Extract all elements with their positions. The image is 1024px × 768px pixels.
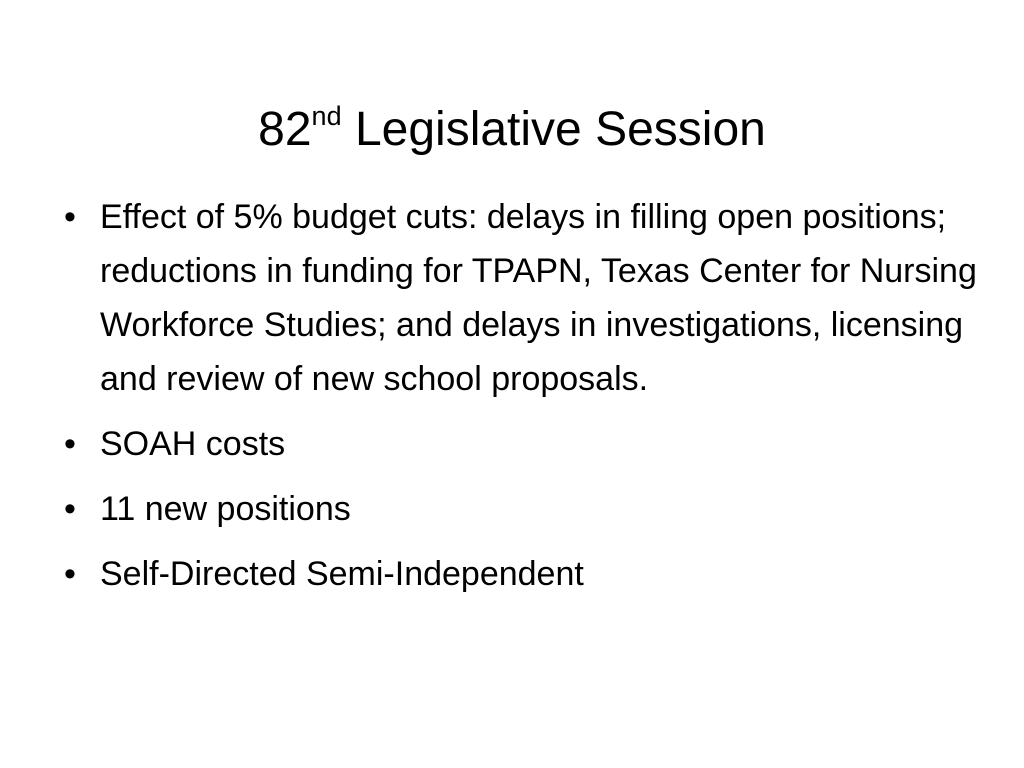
title-ordinal-suffix: nd bbox=[311, 101, 342, 132]
title-number: 82 bbox=[258, 103, 312, 157]
bullet-text: Effect of 5% budget cuts: delays in filling open positions; reductions in funding for TPAPN, Texas Center for Nursing Workforce Studies; and delays in investigations, licensing and review of new school proposals. bbox=[100, 198, 977, 398]
bullet-icon: • bbox=[64, 555, 76, 593]
bullet-icon: • bbox=[64, 490, 76, 528]
bullet-item bbox=[64, 417, 980, 471]
bullet-item bbox=[64, 547, 980, 601]
title-text: Legislative Session bbox=[354, 103, 766, 157]
bullet-text: SOAH costs bbox=[100, 425, 286, 463]
bullet-list bbox=[64, 190, 980, 612]
bullet-item bbox=[64, 190, 980, 406]
slide-title bbox=[0, 92, 1024, 174]
bullet-text: Self-Directed Semi-Independent bbox=[100, 555, 584, 593]
bullet-text: 11 new positions bbox=[100, 490, 351, 528]
bullet-item bbox=[64, 482, 980, 536]
bullet-icon: • bbox=[64, 198, 76, 236]
bullet-icon: • bbox=[64, 425, 76, 463]
